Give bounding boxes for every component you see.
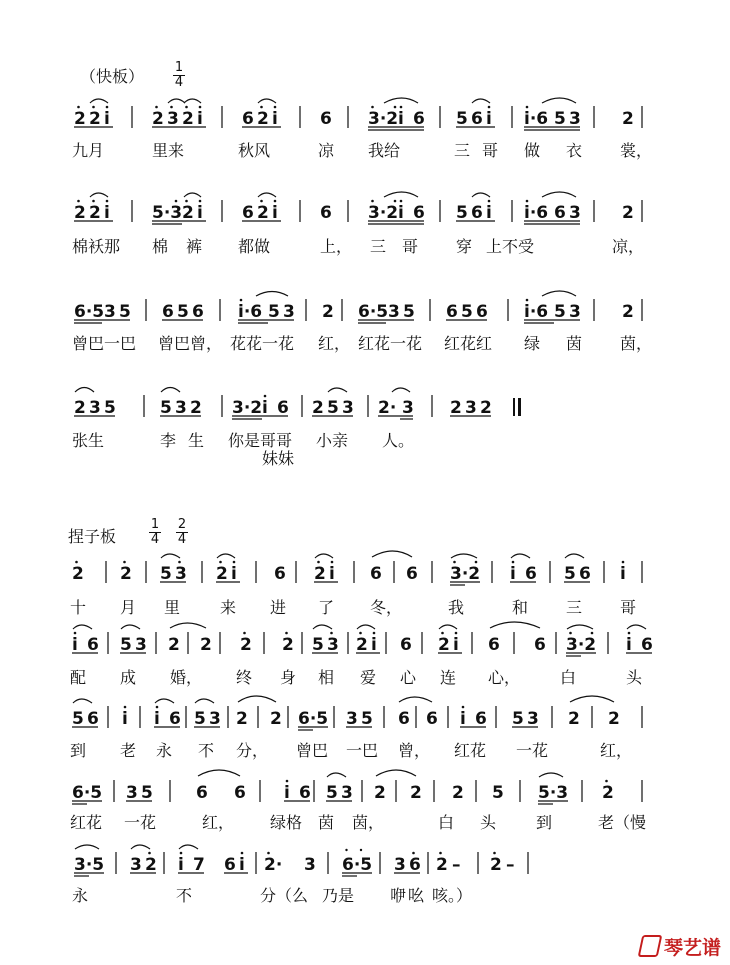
svg-text:6: 6 [413, 109, 425, 129]
svg-text:6: 6 [398, 709, 410, 729]
lyric-syllable: 棉 [152, 237, 169, 256]
lyric-syllable: 李 [160, 431, 177, 450]
notation-row [72, 200, 652, 228]
svg-text:6·5: 6·5 [342, 855, 373, 875]
svg-text:2: 2 [168, 635, 180, 655]
lyric-syllable: 衣 [566, 141, 583, 160]
lyric-syllable: 上， [320, 237, 353, 256]
svg-text:i: i [398, 109, 404, 129]
svg-text:2: 2 [120, 564, 132, 584]
svg-text:2: 2 [436, 855, 448, 875]
lyric-syllable: 红花 [454, 741, 487, 760]
svg-text:3: 3 [402, 398, 414, 418]
lyric-syllable: 永 [156, 741, 173, 760]
svg-text:2: 2 [152, 109, 164, 129]
svg-text:6·5: 6·5 [74, 302, 105, 322]
svg-text:6: 6 [320, 203, 332, 223]
lyric-syllable: 三 [566, 598, 583, 617]
lyric-row [70, 810, 670, 832]
lyric-syllable: 曾巴曾， [158, 334, 223, 353]
svg-text:5·3: 5·3 [152, 203, 183, 223]
lyric-syllable: 到 [70, 741, 87, 760]
lyric-syllable: 上不受 [486, 237, 535, 256]
svg-text:3·2: 3·2 [368, 203, 399, 223]
svg-text:5: 5 [554, 109, 566, 129]
lyric-syllable: 老 [120, 741, 137, 760]
svg-text:6: 6 [192, 302, 204, 322]
lyric-syllable: 连 [440, 668, 457, 687]
svg-text:3: 3 [175, 564, 187, 584]
svg-text:2: 2 [438, 635, 450, 655]
notation-row [72, 395, 652, 423]
svg-text:5: 5 [512, 709, 524, 729]
svg-text:3: 3 [89, 398, 101, 418]
svg-text:2: 2 [480, 398, 492, 418]
lyric-row [70, 738, 670, 760]
alt-lyric: 妹妹 [262, 449, 295, 468]
lyric-syllable: 穿 [456, 237, 473, 256]
lyric-syllable: 终 [236, 668, 253, 687]
svg-text:2: 2 [312, 398, 324, 418]
svg-text:2: 2 [314, 564, 326, 584]
lyric-row [72, 138, 652, 160]
lyric-syllable: 老（慢 [598, 813, 647, 832]
lyric-syllable: 裤 [186, 237, 203, 256]
svg-text:3: 3 [104, 302, 116, 322]
svg-text:6: 6 [87, 635, 99, 655]
svg-text:2: 2 [182, 203, 194, 223]
svg-text:5: 5 [312, 635, 324, 655]
svg-text:3: 3 [341, 783, 353, 803]
notation-row [70, 780, 670, 808]
svg-text:6: 6 [475, 709, 487, 729]
lyric-syllable: 做 [524, 141, 541, 160]
svg-text:i: i [122, 709, 128, 729]
lyric-syllable: 吆 [408, 886, 425, 905]
svg-text:3: 3 [346, 709, 358, 729]
svg-text:i: i [460, 709, 466, 729]
svg-text:5: 5 [564, 564, 576, 584]
svg-text:5: 5 [403, 302, 415, 322]
svg-text:3: 3 [304, 855, 316, 875]
svg-text:5: 5 [194, 709, 206, 729]
svg-text:6: 6 [488, 635, 500, 655]
svg-text:3: 3 [394, 855, 406, 875]
svg-text:2: 2 [190, 398, 202, 418]
svg-text:5: 5 [177, 302, 189, 322]
lyric-syllable: 头 [480, 813, 497, 832]
svg-text:i·6: i·6 [524, 302, 549, 322]
svg-text:6: 6 [476, 302, 488, 322]
svg-text:2: 2 [622, 302, 634, 322]
svg-text:i: i [178, 855, 184, 875]
svg-text:6: 6 [370, 564, 382, 584]
lyric-syllable: 红花 [70, 813, 103, 832]
lyric-syllable: 哥 [402, 237, 419, 256]
lyric-syllable: 来 [220, 598, 237, 617]
lyric-syllable: 九月 [72, 141, 105, 160]
svg-text:3: 3 [342, 398, 354, 418]
lyric-syllable: 分， [236, 741, 269, 760]
lyric-row [72, 234, 652, 256]
svg-text:6: 6 [413, 203, 425, 223]
svg-text:5: 5 [456, 203, 468, 223]
svg-text:5: 5 [554, 302, 566, 322]
svg-text:6: 6 [224, 855, 236, 875]
lyric-syllable: 我给 [368, 141, 401, 160]
svg-text:2: 2 [74, 398, 86, 418]
svg-text:5: 5 [104, 398, 116, 418]
svg-text:2: 2 [236, 709, 248, 729]
svg-text:i: i [197, 109, 203, 129]
svg-text:i: i [104, 203, 110, 223]
notation-row [72, 852, 552, 880]
lyric-syllable: 心， [488, 668, 521, 687]
lyric-syllable: 月 [120, 598, 137, 617]
svg-text:5: 5 [327, 398, 339, 418]
lyric-syllable: 里 [164, 598, 181, 617]
svg-text:3: 3 [135, 635, 147, 655]
svg-text:2: 2 [89, 109, 101, 129]
svg-text:2: 2 [182, 109, 194, 129]
svg-text:2: 2 [410, 783, 422, 803]
svg-text:2: 2 [450, 398, 462, 418]
svg-text:6: 6 [234, 783, 246, 803]
lyric-syllable: 红花红 [444, 334, 493, 353]
svg-text:–: – [452, 855, 461, 875]
svg-text:i: i [72, 635, 78, 655]
notation-row [70, 632, 670, 660]
svg-text:2: 2 [72, 564, 84, 584]
lyric-syllable: 秋风 [238, 141, 271, 160]
lyric-syllable: 冬， [370, 598, 403, 617]
lyric-syllable: 心 [400, 668, 417, 687]
svg-text:6: 6 [554, 203, 566, 223]
lyric-syllable: 身 [280, 668, 297, 687]
lyric-syllable: 十 [70, 598, 87, 617]
svg-text:2: 2 [145, 855, 157, 875]
lyric-syllable: 曾巴 [296, 741, 329, 760]
svg-text:2: 2 [374, 783, 386, 803]
lyric-syllable: 哥 [482, 141, 499, 160]
lyric-syllable: 咿 [390, 886, 407, 905]
lyric-syllable: 永 [72, 886, 89, 905]
svg-text:i: i [272, 109, 278, 129]
svg-text:6: 6 [320, 109, 332, 129]
watermark-logo: 琴艺谱 [640, 933, 721, 960]
svg-text:3: 3 [130, 855, 142, 875]
svg-text:3: 3 [527, 709, 539, 729]
lyric-syllable: 爱 [360, 668, 377, 687]
svg-text:6: 6 [446, 302, 458, 322]
svg-text:i: i [620, 564, 626, 584]
lyric-syllable: 三 [370, 237, 387, 256]
lyric-syllable: 凉 [318, 141, 335, 160]
svg-text:3·2: 3·2 [566, 635, 597, 655]
lyric-row [70, 665, 670, 687]
svg-text:3·2: 3·2 [232, 398, 263, 418]
svg-text:2: 2 [568, 709, 580, 729]
svg-text:3: 3 [175, 398, 187, 418]
lyric-syllable: 三 [454, 141, 471, 160]
svg-text:2: 2 [356, 635, 368, 655]
lyric-syllable: 你是哥哥 [228, 431, 293, 450]
lyric-syllable: 凉， [612, 237, 645, 256]
svg-text:2·: 2· [378, 398, 397, 418]
time-signature-2a: 1 4 [150, 517, 160, 547]
svg-text:6: 6 [579, 564, 591, 584]
lyric-syllable: 红， [202, 813, 235, 832]
svg-text:2: 2 [282, 635, 294, 655]
notation-row [72, 299, 652, 327]
svg-text:6: 6 [196, 783, 208, 803]
lyric-syllable: 红， [318, 334, 351, 353]
lyric-syllable: 乃是 [322, 886, 355, 905]
lyric-syllable: 相 [318, 668, 335, 687]
svg-text:6: 6 [409, 855, 421, 875]
svg-text:2: 2 [74, 109, 86, 129]
lyric-row [70, 595, 670, 617]
lyric-syllable: 生 [188, 431, 205, 450]
svg-text:i: i [453, 635, 459, 655]
lyric-row [72, 883, 552, 905]
lyric-syllable: 绿 [524, 334, 541, 353]
svg-text:i: i [154, 709, 160, 729]
notation-row [72, 106, 652, 134]
lyric-syllable: 人。 [382, 431, 415, 450]
lyric-syllable: 分（么 [260, 886, 309, 905]
lyric-syllable: 我 [448, 598, 465, 617]
svg-text:6: 6 [274, 564, 286, 584]
svg-text:i: i [486, 203, 492, 223]
svg-text:i: i [104, 109, 110, 129]
svg-text:5: 5 [492, 783, 504, 803]
svg-text:2: 2 [89, 203, 101, 223]
svg-text:6: 6 [525, 564, 537, 584]
svg-text:i·6: i·6 [238, 302, 263, 322]
svg-text:2: 2 [608, 709, 620, 729]
svg-text:6: 6 [534, 635, 546, 655]
logo-mark-icon [638, 935, 663, 957]
lyric-syllable: 茵 [318, 813, 335, 832]
svg-text:5: 5 [361, 709, 373, 729]
svg-text:2: 2 [490, 855, 502, 875]
svg-text:6: 6 [641, 635, 653, 655]
svg-text:6: 6 [169, 709, 181, 729]
svg-text:i: i [486, 109, 492, 129]
tempo-marking-2: 捏子板 [68, 527, 117, 546]
svg-text:i: i [510, 564, 516, 584]
svg-text:3: 3 [388, 302, 400, 322]
svg-text:5: 5 [456, 109, 468, 129]
svg-text:3: 3 [126, 783, 138, 803]
svg-text:3·5: 3·5 [74, 855, 105, 875]
svg-text:5: 5 [120, 635, 132, 655]
lyric-syllable: 红， [600, 741, 633, 760]
svg-text:5: 5 [160, 398, 172, 418]
svg-text:i: i [272, 203, 278, 223]
svg-text:3: 3 [465, 398, 477, 418]
svg-text:i: i [197, 203, 203, 223]
svg-text:5·3: 5·3 [538, 783, 569, 803]
svg-text:6: 6 [162, 302, 174, 322]
lyric-syllable: 都做 [238, 237, 271, 256]
svg-text:6: 6 [242, 109, 254, 129]
lyric-syllable: 白 [438, 813, 455, 832]
svg-text:i: i [398, 203, 404, 223]
lyric-syllable: 绿格 [270, 813, 303, 832]
svg-text:6: 6 [400, 635, 412, 655]
svg-text:6: 6 [471, 203, 483, 223]
time-signature-1: 1 4 [174, 60, 184, 90]
svg-text:2: 2 [270, 709, 282, 729]
svg-text:3·2: 3·2 [450, 564, 481, 584]
svg-text:5: 5 [326, 783, 338, 803]
lyric-syllable: 棉袄那 [72, 237, 121, 256]
svg-text:6·5: 6·5 [358, 302, 389, 322]
svg-text:i: i [231, 564, 237, 584]
svg-text:6: 6 [471, 109, 483, 129]
lyric-syllable: 一花 [516, 741, 549, 760]
notation-row [70, 561, 670, 589]
svg-text:2: 2 [240, 635, 252, 655]
svg-text:6: 6 [299, 783, 311, 803]
svg-text:3: 3 [327, 635, 339, 655]
lyric-syllable: 头 [626, 668, 643, 687]
lyric-syllable: 裳， [620, 141, 653, 160]
lyric-syllable: 白 [560, 668, 577, 687]
lyric-syllable: 茵， [620, 334, 653, 353]
svg-text:2: 2 [452, 783, 464, 803]
svg-text:2·: 2· [264, 855, 283, 875]
svg-text:2: 2 [200, 635, 212, 655]
svg-text:3: 3 [569, 302, 581, 322]
svg-text:6: 6 [87, 709, 99, 729]
notation-row [70, 706, 670, 734]
svg-text:3: 3 [569, 203, 581, 223]
svg-text:6: 6 [242, 203, 254, 223]
svg-text:5: 5 [160, 564, 172, 584]
lyric-syllable: 配 [70, 668, 87, 687]
lyric-syllable: 咳。） [432, 886, 473, 905]
svg-text:5: 5 [141, 783, 153, 803]
svg-text:2: 2 [322, 302, 334, 322]
svg-text:i·6: i·6 [524, 203, 549, 223]
lyric-syllable: 不 [176, 886, 193, 905]
svg-text:i·6: i·6 [524, 109, 549, 129]
lyric-syllable: 婚， [170, 668, 203, 687]
svg-text:6: 6 [426, 709, 438, 729]
svg-text:6: 6 [277, 398, 289, 418]
lyric-syllable: 和 [512, 598, 529, 617]
lyric-syllable: 茵 [566, 334, 583, 353]
svg-text:2: 2 [622, 203, 634, 223]
lyric-syllable: 茵， [352, 813, 385, 832]
lyric-row [72, 331, 652, 353]
svg-text:i: i [262, 398, 268, 418]
svg-text:3: 3 [167, 109, 179, 129]
svg-text:2: 2 [216, 564, 228, 584]
svg-text:–: – [506, 855, 515, 875]
svg-text:2: 2 [257, 203, 269, 223]
lyric-syllable: 一巴 [346, 741, 379, 760]
svg-text:2: 2 [257, 109, 269, 129]
svg-text:i: i [239, 855, 245, 875]
svg-text:5: 5 [72, 709, 84, 729]
lyric-syllable: 不 [198, 741, 215, 760]
svg-text:5: 5 [268, 302, 280, 322]
time-signature-2b: 2 4 [177, 517, 187, 547]
lyric-syllable: 红花一花 [358, 334, 423, 353]
svg-text:i: i [626, 635, 632, 655]
svg-text:3: 3 [283, 302, 295, 322]
svg-text:i: i [329, 564, 335, 584]
lyric-syllable: 曾， [398, 741, 431, 760]
svg-text:2: 2 [622, 109, 634, 129]
svg-text:5: 5 [119, 302, 131, 322]
lyric-syllable: 进 [270, 598, 287, 617]
svg-text:i: i [371, 635, 377, 655]
lyric-syllable: 张生 [72, 431, 105, 450]
svg-text:5: 5 [461, 302, 473, 322]
lyric-syllable: 曾巴一巴 [72, 334, 137, 353]
svg-text:3: 3 [569, 109, 581, 129]
svg-text:3: 3 [209, 709, 221, 729]
lyric-syllable: 小亲 [316, 431, 349, 450]
lyric-syllable: 哥 [620, 598, 637, 617]
svg-text:2: 2 [602, 783, 614, 803]
svg-text:7: 7 [193, 855, 205, 875]
lyric-syllable: 花花一花 [230, 334, 295, 353]
lyric-syllable: 了 [318, 598, 335, 617]
svg-text:i: i [284, 783, 290, 803]
lyric-syllable: 成 [120, 668, 137, 687]
tempo-marking-1: （快板） [80, 67, 145, 86]
svg-text:3·2: 3·2 [368, 109, 399, 129]
svg-text:6·5: 6·5 [298, 709, 329, 729]
lyric-syllable: 到 [536, 813, 553, 832]
lyric-row [72, 428, 652, 450]
lyric-syllable: 一花 [124, 813, 157, 832]
svg-text:6: 6 [406, 564, 418, 584]
lyric-syllable: 里来 [152, 141, 185, 160]
svg-text:2: 2 [74, 203, 86, 223]
svg-text:6·5: 6·5 [72, 783, 103, 803]
